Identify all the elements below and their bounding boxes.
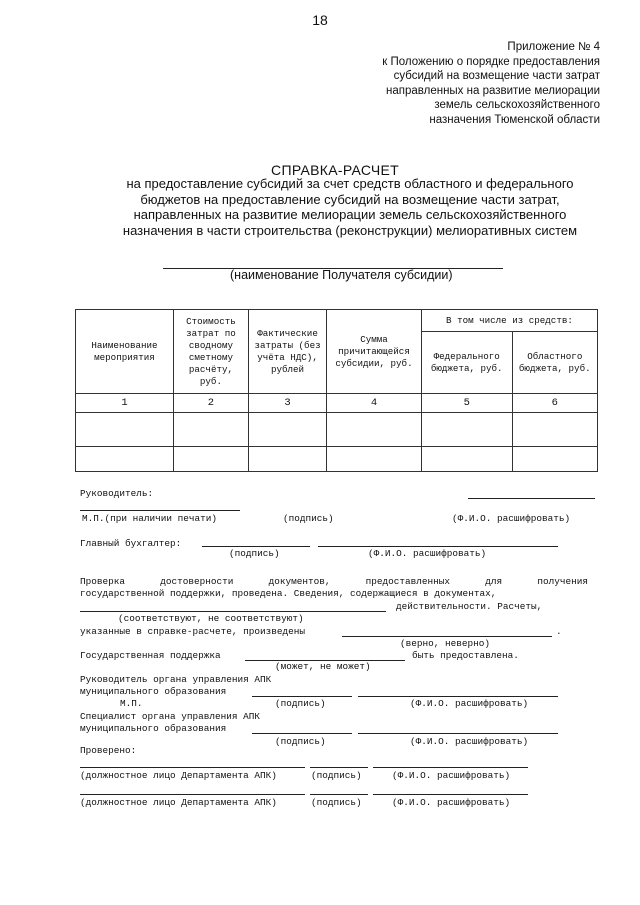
table-cell bbox=[76, 413, 174, 447]
appendix-line: субсидий на возмещение части затрат bbox=[393, 70, 600, 82]
recipient-caption: (наименование Получателя субсидии) bbox=[230, 268, 453, 282]
head-signature-line bbox=[468, 498, 595, 499]
specialist-fio-line bbox=[358, 733, 558, 734]
official-fio-line bbox=[373, 767, 528, 768]
appendix-line: земель сельскохозяйственного bbox=[434, 99, 600, 111]
verification-line: . bbox=[556, 626, 562, 637]
specialist-signature-line bbox=[252, 733, 352, 734]
stamp-line bbox=[80, 510, 240, 511]
column-number: 5 bbox=[421, 394, 512, 413]
municipal-head-label: Руководитель органа управления АПК bbox=[80, 674, 272, 685]
municipal-specialist-label: Специалист органа управления АПК bbox=[80, 711, 261, 722]
fio-caption: (Ф.И.О. расшифровать) bbox=[410, 698, 529, 709]
official-position-line bbox=[80, 767, 305, 768]
head-label: Руководитель: bbox=[80, 488, 154, 499]
header-regional-budget: Областного бюджета, руб. bbox=[512, 332, 597, 394]
chief-accountant-label: Главный бухгалтер: bbox=[80, 538, 182, 549]
appendix-line: направленных на развитие мелиорации bbox=[386, 84, 600, 97]
official-position-caption: (должностное лицо Департамента АПК) bbox=[80, 770, 277, 781]
can-caption: (может, не может) bbox=[275, 661, 371, 672]
appendix-line: к Положению о порядке предоставления bbox=[382, 55, 600, 68]
verification-line: Государственная поддержка bbox=[80, 650, 221, 661]
verification-line: указанные в справке-расчете, произведены bbox=[80, 626, 306, 637]
signature-caption: (подпись) bbox=[229, 548, 280, 559]
municipal-fio-line bbox=[358, 696, 558, 697]
chief-signature-line bbox=[202, 546, 310, 547]
fio-caption: (Ф.И.О. расшифровать) bbox=[410, 736, 529, 747]
table-cell bbox=[248, 413, 326, 447]
appendix-reference bbox=[280, 40, 600, 127]
header-estimated-cost: Стоимость затрат по сводному сметному расчёту, руб. bbox=[173, 310, 248, 394]
table-cell bbox=[512, 447, 597, 472]
verification-line: быть предоставлена. bbox=[412, 650, 519, 661]
subtitle-line: бюджетов на предоставление субсидий на возмещение части затрат, bbox=[140, 191, 560, 207]
page-number: 18 bbox=[312, 12, 328, 28]
table-cell bbox=[327, 413, 422, 447]
official-position-line bbox=[80, 794, 305, 795]
subtitle-line: на предоставление субсидий за счет средств областного и федерального bbox=[126, 176, 574, 191]
column-number: 1 bbox=[76, 394, 174, 413]
official-signature-line bbox=[310, 794, 368, 795]
official-position-caption: (должностное лицо Департамента АПК) bbox=[80, 797, 277, 808]
subtitle-line: направленных на развитие мелиорации земель сельскохозяйственного bbox=[133, 207, 567, 222]
signature-caption: (подпись) bbox=[311, 797, 362, 808]
signature-caption: (подпись) bbox=[311, 770, 362, 781]
verification-line: государственной поддержки, проведена. Сведения, содержащиеся в документах, bbox=[80, 588, 497, 599]
appendix-line: назначения Тюменской области bbox=[429, 113, 600, 126]
table-row bbox=[76, 413, 598, 447]
correct-line bbox=[342, 636, 552, 637]
match-caption: (соответствуют, не соответствуют) bbox=[118, 613, 304, 624]
table-cell bbox=[512, 413, 597, 447]
table-cell bbox=[421, 413, 512, 447]
chief-fio-line bbox=[318, 546, 558, 547]
fio-caption: (Ф.И.О. расшифровать) bbox=[392, 770, 511, 781]
header-actual-cost: Фактические затраты (без учёта НДС), рублей bbox=[248, 310, 326, 394]
table-cell bbox=[76, 447, 174, 472]
column-number: 4 bbox=[327, 394, 422, 413]
appendix-line: Приложение № 4 bbox=[507, 41, 600, 53]
header-funding-sources: В том числе из средств: bbox=[421, 310, 597, 332]
fio-caption: (Ф.И.О. расшифровать) bbox=[368, 548, 487, 559]
stamp-caption: М.П.(при наличии печати) bbox=[82, 513, 218, 524]
municipal-specialist-label: муниципального образования bbox=[80, 723, 227, 734]
official-fio-line bbox=[373, 794, 528, 795]
header-activity-name: Наименование мероприятия bbox=[76, 310, 174, 394]
table-cell bbox=[327, 447, 422, 472]
match-line bbox=[80, 611, 386, 612]
signature-caption: (подпись) bbox=[283, 513, 334, 524]
header-subsidy-amount: Сумма причитающейся субсидии, руб. bbox=[327, 310, 422, 394]
column-number: 6 bbox=[512, 394, 597, 413]
document-subtitle bbox=[0, 176, 640, 238]
official-signature-line bbox=[310, 767, 368, 768]
signature-caption: (подпись) bbox=[275, 698, 326, 709]
signature-caption: (подпись) bbox=[275, 736, 326, 747]
correct-caption: (верно, неверно) bbox=[400, 638, 491, 649]
document-title: СПРАВКА-РАСЧЕТ bbox=[271, 162, 399, 178]
municipal-head-label: муниципального образования bbox=[80, 686, 227, 697]
column-number: 3 bbox=[248, 394, 326, 413]
verification-line: Проверка достоверности документов, предоставленных для получения bbox=[80, 576, 588, 587]
table-cell bbox=[421, 447, 512, 472]
table-cell bbox=[173, 447, 248, 472]
municipal-signature-line bbox=[252, 696, 352, 697]
table-cell bbox=[248, 447, 326, 472]
calculation-table bbox=[75, 309, 598, 472]
verification-line: действительности. Расчеты, bbox=[396, 601, 543, 612]
fio-caption: (Ф.И.О. расшифровать) bbox=[392, 797, 511, 808]
column-number: 2 bbox=[173, 394, 248, 413]
checked-label: Проверено: bbox=[80, 745, 137, 756]
stamp-caption: М.П. bbox=[120, 698, 143, 709]
table-cell bbox=[173, 413, 248, 447]
fio-caption: (Ф.И.О. расшифровать) bbox=[452, 513, 571, 524]
subtitle-line: назначения в части строительства (реконструкции) мелиоративных систем bbox=[122, 222, 578, 238]
table-row bbox=[76, 447, 598, 472]
header-federal-budget: Федерального бюджета, руб. bbox=[421, 332, 512, 394]
